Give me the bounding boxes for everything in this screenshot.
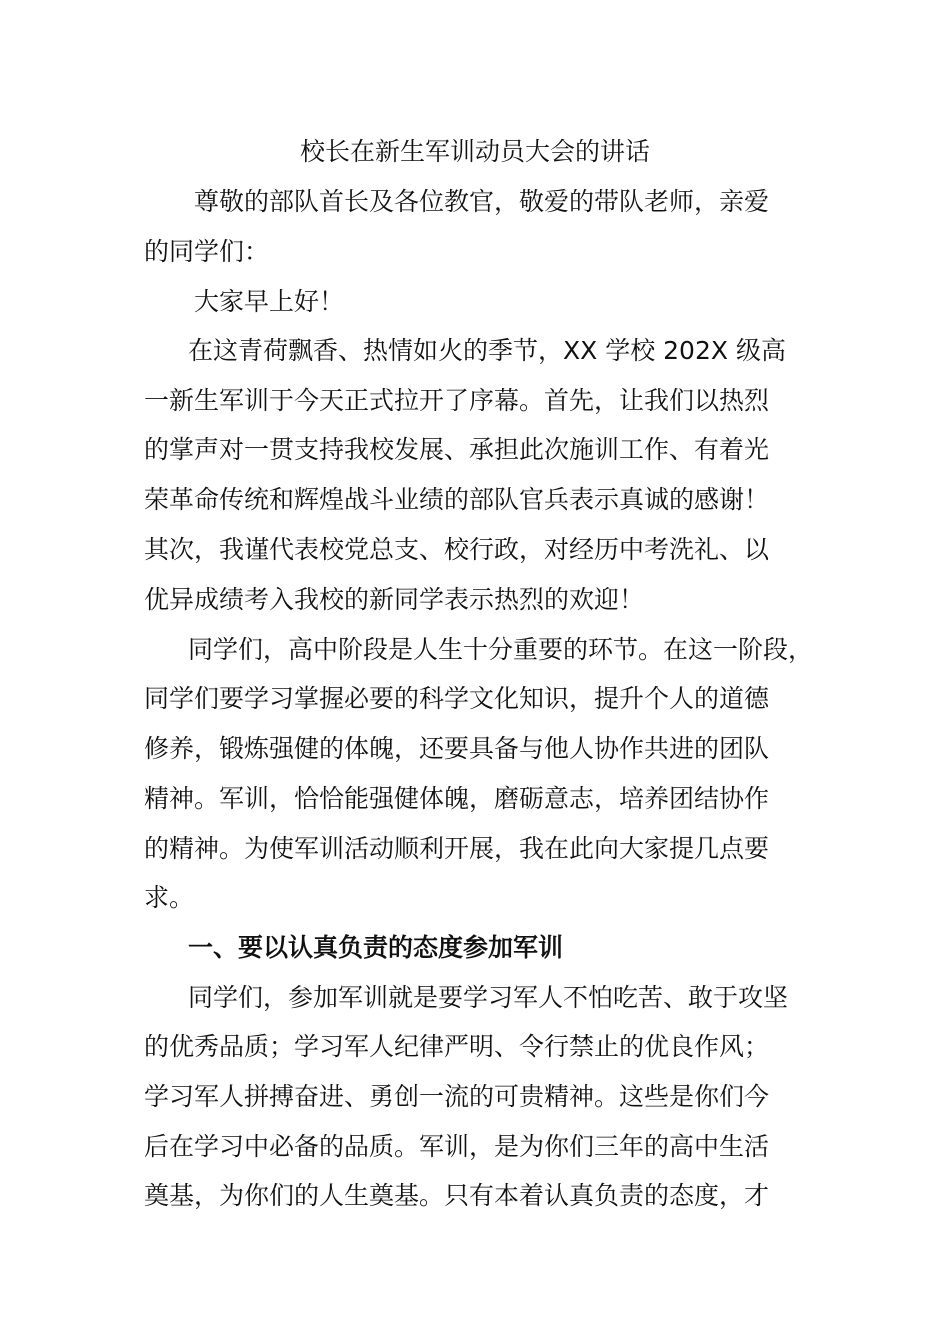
paragraph-line: 学习军人拼搏奋进、勇创一流的可贵精神。这些是你们今 bbox=[144, 1082, 770, 1111]
paragraph-line: 精神。军训，恰恰能强健体魄，磨砺意志，培养团结协作 bbox=[144, 784, 770, 813]
paragraph-line: 荣革命传统和辉煌战斗业绩的部队官兵表示真诚的感谢！ bbox=[144, 485, 770, 514]
paragraph-line: 奠基，为你们的人生奠基。只有本着认真负责的态度，才 bbox=[144, 1181, 770, 1210]
paragraph-line: 同学们，参加军训就是要学习军人不怕吃苦、敢于攻坚 bbox=[188, 983, 789, 1012]
paragraph-line: 的优秀品质；学习军人纪律严明、令行禁止的优良作风； bbox=[144, 1032, 770, 1061]
paragraph-line: 的同学们： bbox=[144, 237, 270, 266]
paragraph-line: 其次，我谨代表校党总支、校行政，对经历中考洗礼、以 bbox=[144, 535, 770, 564]
paragraph-line: 尊敬的部队首长及各位教官，敬爱的带队老师，亲爱 bbox=[194, 187, 770, 216]
paragraph-line: 同学们，高中阶段是人生十分重要的环节。在这一阶段， bbox=[188, 635, 814, 664]
paragraph-line: 大家早上好！ bbox=[194, 287, 345, 316]
paragraph-line: 优异成绩考入我校的新同学表示热烈的欢迎！ bbox=[144, 585, 645, 614]
paragraph-line: 求。 bbox=[144, 883, 195, 912]
paragraph-line: 修养，锻炼强健的体魄，还要具备与他人协作共进的团队 bbox=[144, 734, 770, 763]
paragraph-line: 后在学习中必备的品质。军训，是为你们三年的高中生活 bbox=[144, 1132, 770, 1161]
section-heading: 一、要以认真负责的态度参加军训 bbox=[188, 933, 564, 962]
paragraph-line: 的精神。为使军训活动顺利开展，我在此向大家提几点要 bbox=[144, 834, 770, 863]
paragraph-line: 在这青荷飘香、热情如火的季节，XX 学校 202X 级高 bbox=[188, 336, 786, 365]
paragraph-line: 的掌声对一贯支持我校发展、承担此次施训工作、有着光 bbox=[144, 435, 770, 464]
document-title: 校长在新生军训动员大会的讲话 bbox=[299, 137, 650, 166]
paragraph-line: 一新生军训于今天正式拉开了序幕。首先，让我们以热烈 bbox=[144, 386, 770, 415]
paragraph-line: 同学们要学习掌握必要的科学文化知识，提升个人的道德 bbox=[144, 684, 770, 713]
